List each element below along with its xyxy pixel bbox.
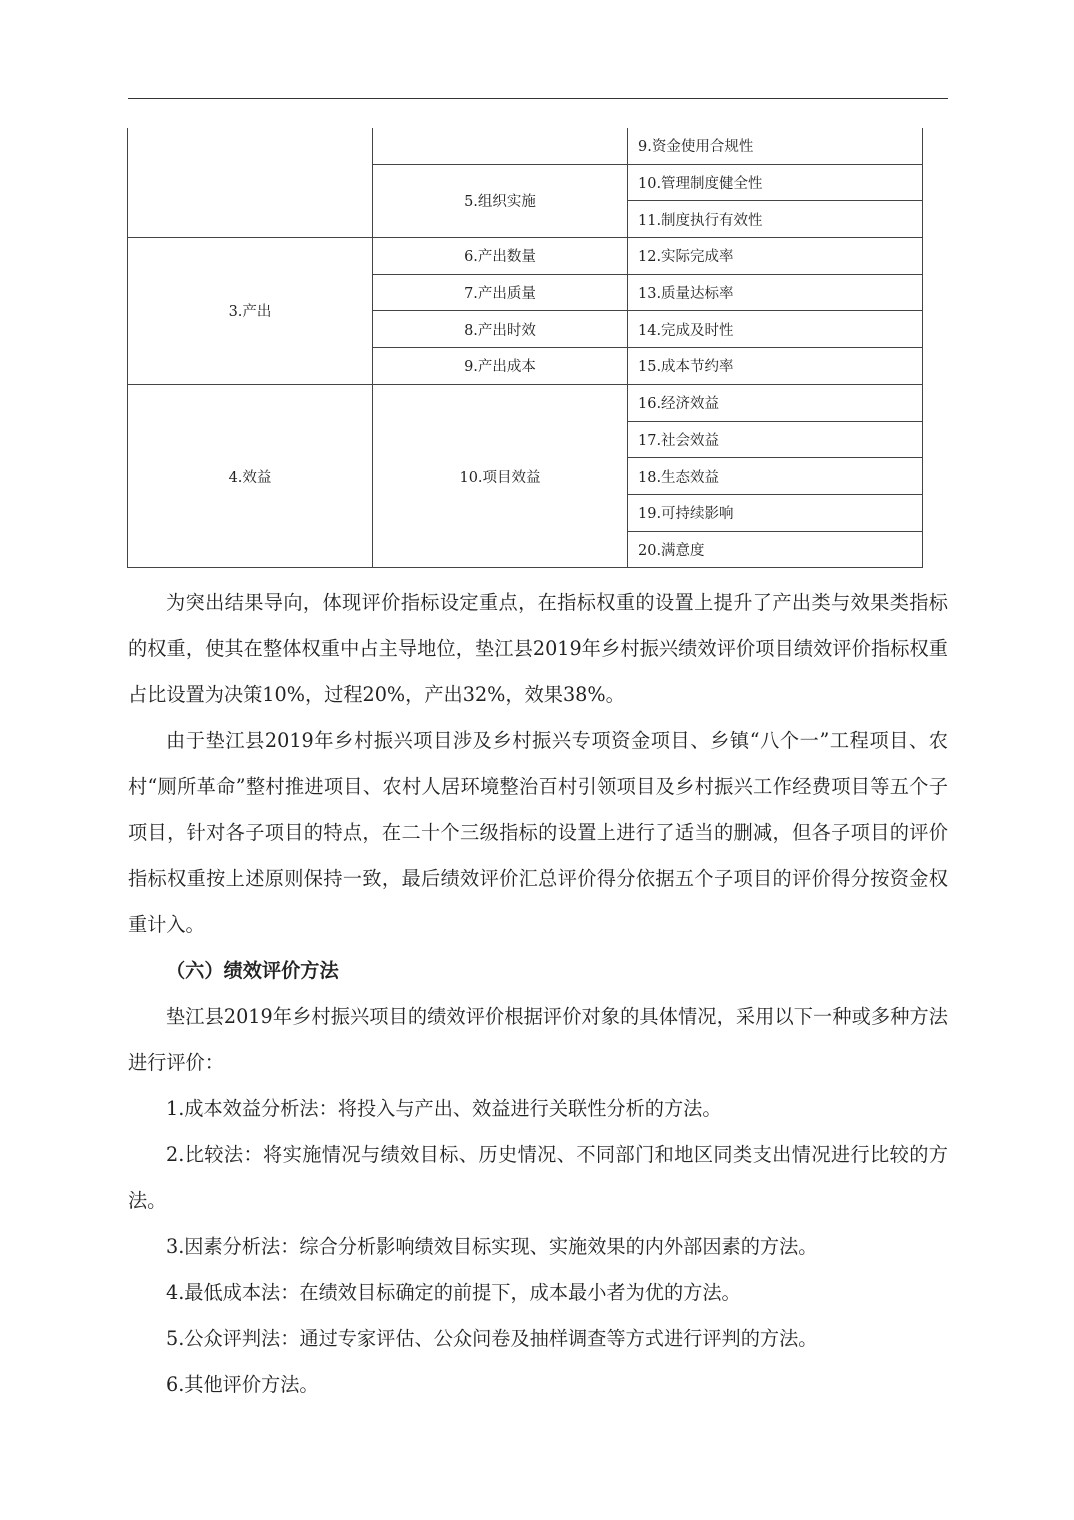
method-item: 4.最低成本法：在绩效目标确定的前提下，成本最小者为优的方法。 xyxy=(166,1281,741,1304)
indicator-table xyxy=(127,128,923,568)
tier3-cell: 14.完成及时性 xyxy=(628,311,923,348)
tier2-cell: 8.产出时效 xyxy=(373,311,628,348)
tier3-cell: 13.质量达标率 xyxy=(628,274,923,311)
tier2-cell: 10.项目效益 xyxy=(373,384,628,567)
tier3-cell: 9.资金使用合规性 xyxy=(628,128,923,164)
tier2-cell-empty xyxy=(373,128,628,164)
tier3-cell: 10.管理制度健全性 xyxy=(628,164,923,201)
paragraph-subprojects: 由于垫江县2019年乡村振兴项目涉及乡村振兴专项资金项目、乡镇“八个一”工程项目、农村“厕所革命”整村推进项目、农村人居环境整治百村引领项目及乡村振兴工作经费项目等五个子项目，针对各子项目的特点，在二十个三级指标的设置上进行了适当的删减，但各子项目的评价指标权重按上述原则保持一致，最后绩效评价汇总评价得分依据五个子项目的评价得分按资金权重计入。 xyxy=(128,729,948,936)
tier1-cell: 3.产出 xyxy=(128,238,373,385)
tier2-cell: 9.产出成本 xyxy=(373,348,628,385)
tier2-cell: 5.组织实施 xyxy=(373,164,628,237)
tier3-cell: 17.社会效益 xyxy=(628,421,923,458)
header-rule xyxy=(128,98,948,99)
paragraph-weights: 为突出结果导向，体现评价指标设定重点，在指标权重的设置上提升了产出类与效果类指标的权重，使其在整体权重中占主导地位，垫江县2019年乡村振兴绩效评价项目绩效评价指标权重占比设置为决策10%，过程20%，产出32%，效果38%。 xyxy=(128,591,948,706)
paragraph-methods-intro: 垫江县2019年乡村振兴项目的绩效评价根据评价对象的具体情况，采用以下一种或多种方法进行评价： xyxy=(128,1005,948,1074)
table-row xyxy=(128,384,923,421)
table-row xyxy=(128,238,923,275)
tier3-cell: 18.生态效益 xyxy=(628,458,923,495)
method-item: 5.公众评判法：通过专家评估、公众问卷及抽样调查等方式进行评判的方法。 xyxy=(166,1327,818,1350)
tier3-cell: 15.成本节约率 xyxy=(628,348,923,385)
tier2-cell: 7.产出质量 xyxy=(373,274,628,311)
method-item: 2.比较法：将实施情况与绩效目标、历史情况、不同部门和地区同类支出情况进行比较的方法。 xyxy=(128,1143,948,1212)
tier3-cell: 19.可持续影响 xyxy=(628,494,923,531)
tier1-cell: 4.效益 xyxy=(128,384,373,567)
method-item: 1.成本效益分析法：将投入与产出、效益进行关联性分析的方法。 xyxy=(166,1097,722,1120)
tier2-cell: 6.产出数量 xyxy=(373,238,628,275)
tier3-cell: 11.制度执行有效性 xyxy=(628,201,923,238)
tier3-cell: 12.实际完成率 xyxy=(628,238,923,275)
body-text xyxy=(128,580,948,1408)
method-item: 3.因素分析法：综合分析影响绩效目标实现、实施效果的内外部因素的方法。 xyxy=(166,1235,818,1258)
tier3-cell: 20.满意度 xyxy=(628,531,923,568)
method-item: 6.其他评价方法。 xyxy=(166,1373,319,1396)
tier3-cell: 16.经济效益 xyxy=(628,384,923,421)
tier1-cell-empty xyxy=(128,128,373,238)
table-row xyxy=(128,128,923,164)
section-heading: （六）绩效评价方法 xyxy=(166,959,339,982)
